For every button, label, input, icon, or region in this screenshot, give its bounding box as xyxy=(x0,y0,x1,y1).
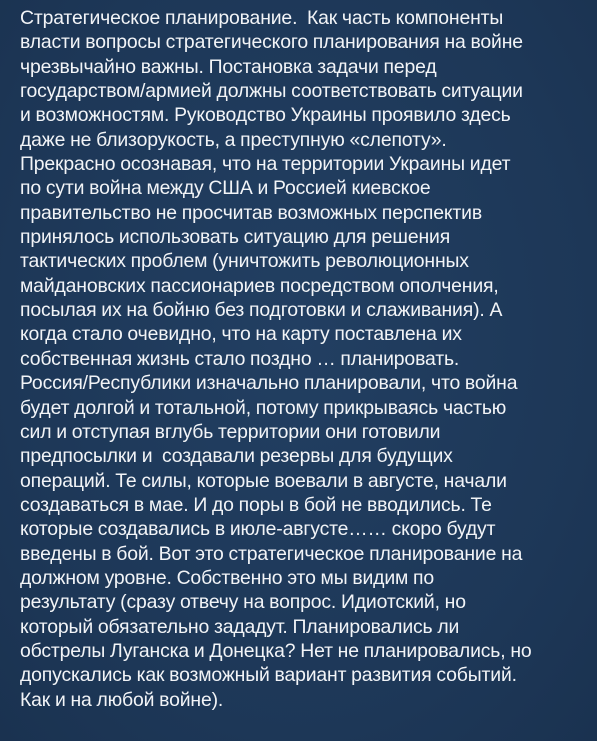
text-line: чрезвычайно важны. Постановка задачи перед xyxy=(20,55,437,78)
text-line: допускались как возможный вариант развития событий. xyxy=(20,664,517,687)
text-line: и возможностям. Руководство Украины проявило здесь xyxy=(20,104,511,127)
text-line: обстрелы Луганска и Донецка? Нет не планировались, но xyxy=(20,639,532,662)
text-line: Стратегическое планирование. Как часть компоненты xyxy=(20,7,504,29)
text-line: посылая их на бойню без подготовки и слаживания). А xyxy=(20,299,503,322)
text-line: правительство не просчитав возможных перспектив xyxy=(20,201,482,224)
text-line: сил и отступая вглубь территории они готовили xyxy=(20,420,441,443)
text-line: принялось использовать ситуацию для решения xyxy=(20,226,451,249)
text-line: который обязательно зададут. Планировались ли xyxy=(20,615,460,638)
text-line: предпосылки и создавали резервы для будущих xyxy=(20,445,453,468)
text-line: тактических проблем (уничтожить революционных xyxy=(20,250,469,273)
text-line: которые создавались в июле-августе…… скоро будут xyxy=(20,518,496,541)
text-line: по сути война между США и Россией киевское xyxy=(20,177,431,200)
text-line: должном уровне. Собственно это мы видим по xyxy=(20,566,435,589)
text-line: Прекрасно осознавая, что на территории Украины идет xyxy=(20,153,511,176)
text-line: результату (сразу отвечу на вопрос. Идиотский, но xyxy=(20,591,466,614)
article-text xyxy=(20,6,583,712)
text-line: власти вопросы стратегического планирования на войне xyxy=(20,31,523,54)
text-line: Россия/Республики изначально планировали, что война xyxy=(20,372,518,395)
text-line: когда стало очевидно, что на карту поставлена их xyxy=(20,323,462,346)
text-line: майдановских пассионариев посредством ополчения, xyxy=(20,274,499,297)
text-line: будет долгой и тотальной, потому прикрываясь частью xyxy=(20,396,507,419)
text-line: государством/армией должны соответствовать ситуации xyxy=(20,80,523,103)
text-line: Как и на любой войне). xyxy=(20,688,224,711)
text-line: операций. Те силы, которые воевали в августе, начали xyxy=(20,469,507,492)
text-line: создаваться в мае. И до поры в бой не вводились. Те xyxy=(20,493,492,516)
text-line: собственная жизнь стало поздно … планировать. xyxy=(20,347,460,370)
text-line: даже не близорукость, а преступную «слепоту». xyxy=(20,128,447,151)
text-line: введены в бой. Вот это стратегическое планирование на xyxy=(20,542,523,565)
